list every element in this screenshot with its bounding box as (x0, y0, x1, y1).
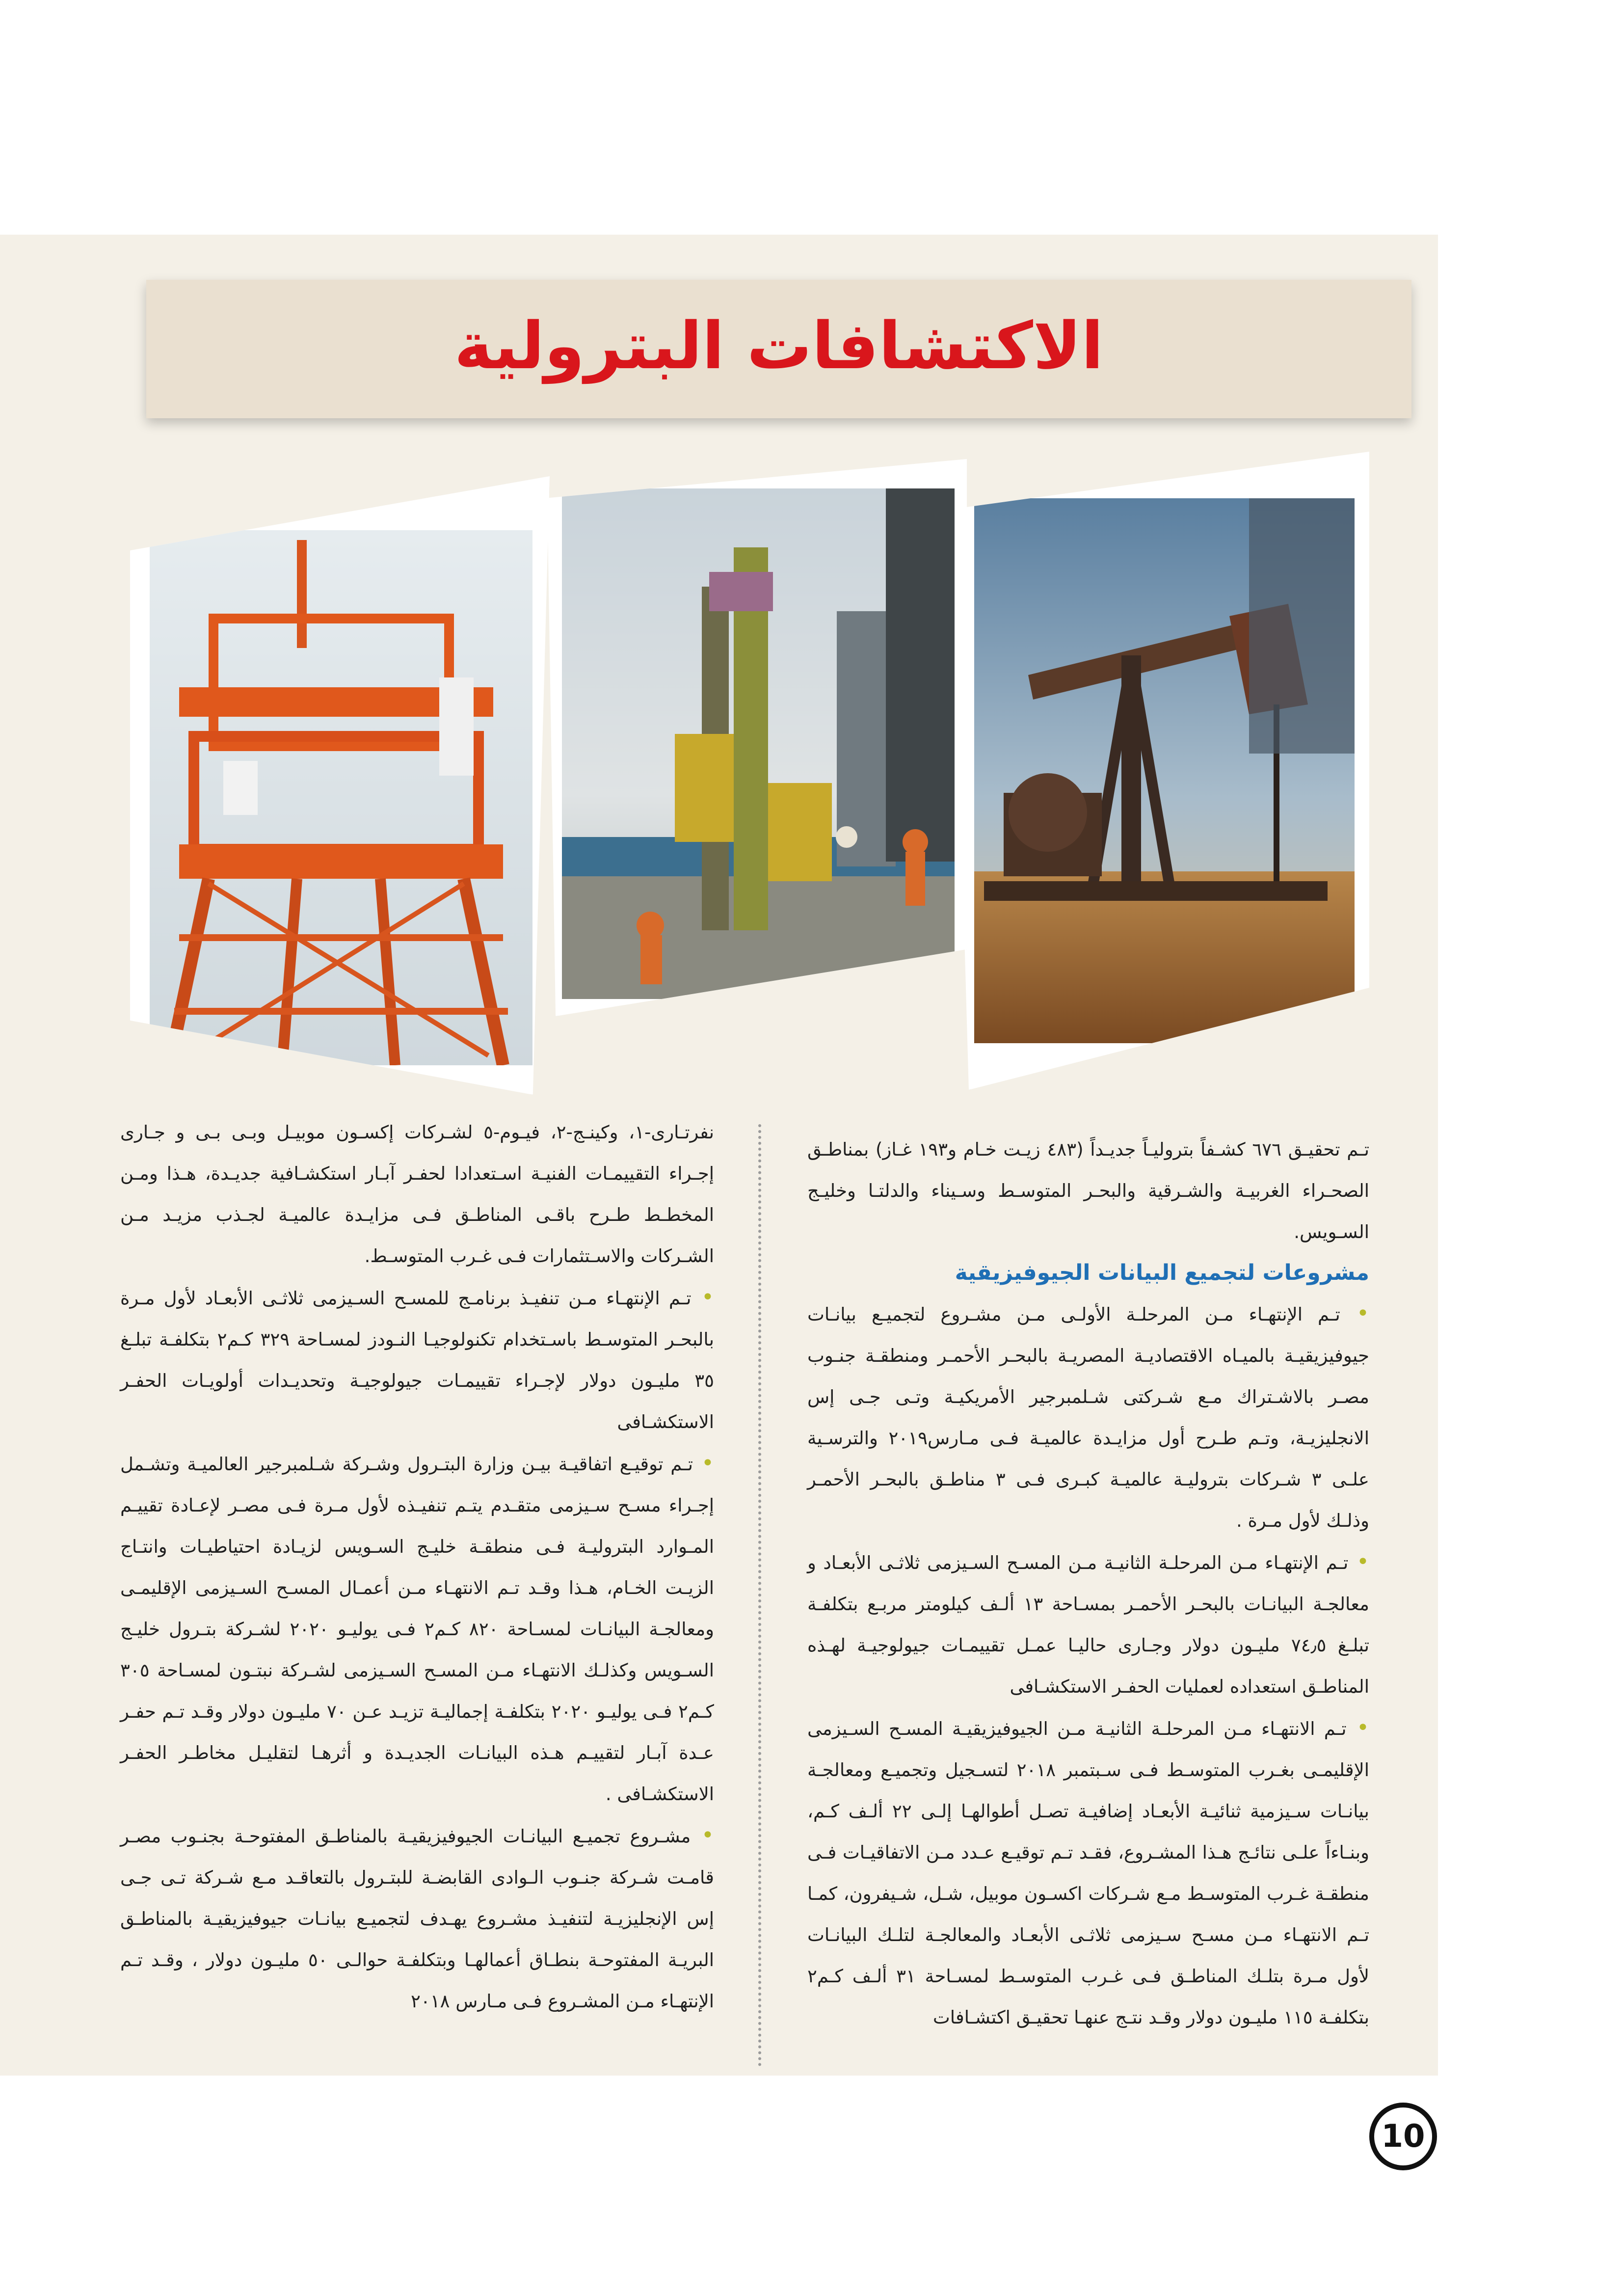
drilling-rig-image (562, 488, 955, 999)
bullet-paragraph: • تـم الإنتهـاء مـن المرحلـة الثانيـة مـن المسـح السـيزمى ثلاثـى الأبعـاد و معالجـة البيانـات بالبحـر الأحمـر بمسـاحة ١٣ ألـف كيلومتر مربـع بتكلفـة تبلـغ ٧٤٫٥ مليـون دولار وجـارى حاليـا عمـل تقييمـات جيولوجيـة لهـذه المناطـق استعداده لعمليات الحفـر الاستكشـافى (807, 1549, 1369, 1697)
bullet-paragraph: • تـم الانتهـاء مـن المرحلـة الثانيـة مـن الجيوفيزيقيـة المسـح السـيزمى الإقليمـى بغـرب المتوسـط فـى سـبتمبر ٢٠١٨ لتسـجيل وتجميـع ومعالجـة بيانـات سـيزمية ثنائيـة الأبعـاد إضافيـة تصـل أطوالهـا إلـى ٢٢ ألـف كـم، وبنـاءاً علـى نتائـج هـذا المشـروع، فقـد تـم توقيـع عـدد مـن الاتفاقيـات فـى منطقـة غـرب المتوسـط مـع شـركات اكسـون موبيل، شـل، شـيفرون، كمـا تـم الانتهـاء مـن مسـح سـيزمى ثلاثـى الأبعـاد والمعالجـة لتلـك البيانـات لأول مـرة بتلـك المناطـق فـى غـرب المتوسـط لمسـاحة ٣١ ألـف كـم٢ بتكلفـة ١١٥ مليـون دولار وقـد نتـج عنهـا تحقيـق اكتشـافات (807, 1715, 1369, 2028)
column-divider (758, 1124, 761, 2067)
intro-paragraph: تـم تحقيـق ٦٧٦ كشـفاً بتروليـاً جديـداً (٤٨٣ زيـت خـام و١٩٣ غـاز) بمناطـق الصحـراء الغربيـة والشـرقية والبحـر المتوسـط وسـيناء والدلتـا وخليـج السـويس. (807, 1139, 1369, 1243)
bullet-icon: • (691, 1285, 714, 1310)
oil-pumpjack-image (974, 498, 1355, 1043)
offshore-platform-photo (130, 476, 550, 1095)
bullet-paragraph: • تـم الإنتهـاء مـن تنفيـذ برنامـج للمسـح السـيزمى ثلاثـى الأبعـاد لأول مـرة بالبحـر المتوسـط باسـتخدام تكنولوجيـا النـودز لمسـاحة ٣٢٩ كـم٢ بتكلفـة تبلـغ ٣٥ مليـون دولار لإجـراء تقييمـات جيولوجيـة وتحديـدات أولويـات الحفـر الاستكشـافى (120, 1285, 714, 1432)
page-number-badge (1369, 2103, 1437, 2170)
oil-pumpjack-photo (952, 452, 1369, 1090)
bullet-paragraph: • تـم الإنتهـاء مـن المرحلـة الأولـى مـن مشـروع لتجميـع بيانـات جيوفيزيقيـة بالميـاه الاقتصاديـة المصريـة بالبحـر الأحمـر ومنطقـة جنـوب مصـر بالاشـتراك مـع شـركتى شـلمبرجير الأمريكيـة وتـى جـى إس الانجليزيـة، وتـم طـرح أول مزايـدة عالميـة فـى مـارس٢٠١٩ والترسـية علـى ٣ شـركات بتروليـة عالميـة كبـرى فـى ٣ مناطـق بالبحـر الأحمـر وذلـك لأول مـرة . (807, 1301, 1370, 1531)
bullet-icon: • (691, 1823, 714, 1848)
bullet-icon: • (693, 1451, 714, 1476)
page-number: 10 (1381, 2118, 1425, 2155)
drilling-rig-workers-photo (547, 459, 967, 1016)
continuation-paragraph: نفرتـارى-١، وكينـج-٢، فيـوم-٥ لشـركات إكسـون موبيـل وبـى بـى و جـارى إجـراء التقييمـات الفنيـة اسـتعدادا لحفـر آبـار استكشـافية جديـدة، هـذا ومـن المخطـط طـرح باقـى المناطـق فـى مزايـدة عالميـة لجـذب مزيـد مـن الشـركات والاسـتثمارات فـى غـرب المتوسـط. (120, 1122, 714, 1267)
bullet-paragraph: • مشـروع تجميـع البيانـات الجيوفيزيقيـة بالمناطـق المفتوحـة بجنـوب مصـر قامـت شـركة جنـوب الـوادى القابضـة للبتـرول بالتعاقـد مـع شـركة تـى جـى إس الإنجليزيـة لتنفيـذ مشـروع يهـدف لتجميـع بيانـات جيوفيزيقيـة بالمناطـق البريـة المفتوحـة بنطـاق أعمالهـا وبتكلفـة حوالـى ٥٠ مليـون دولار ، وقـد تـم الإنتهـاء مـن المشـروع فـى مـارس ٢٠١٨ (120, 1823, 714, 2012)
right-text-column (807, 1129, 1369, 2038)
bullet-paragraph: • تـم توقيـع اتفاقيـة بيـن وزارة البتـرول وشـركة شـلمبرجير العالميـة وتشـمل إجـراء مسـح سـيزمى متقـدم يتـم تنفيـذه لأول مـرة فـى مصـر لإعـادة تقييـم المـوارد البتروليـة فـى منطقـة خليـج السـويس لزيـادة احتياطيـات وانتـاج الزيـت الخـام، هـذا وقـد تـم الانتهـاء مـن أعمـال المسـح السـيزمى الإقليمـى ومعالجـة البيانـات لمسـاحة ٨٢٠ كـم٢ فـى يوليـو ٢٠٢٠ لشـركة بتـرول خليـج السـويس وكذلـك الانتهـاء مـن المسـح السـيزمى لشـركة نبتـون لمسـاحة ٣٠٥ كـم٢ فـى يوليـو ٢٠٢٠ بتكلفـة إجماليـة تزيـد عـن ٧٠ مليـون دولار وقـد تـم حفـر عـدة آبـار لتقييـم هـذه البيانـات الجديـدة و أثرهـا لتقليـل مخاطـر الحفـر الاستكشـافى . (120, 1451, 715, 1805)
title-banner (146, 280, 1411, 418)
offshore-platform-image (150, 530, 532, 1065)
section-subheading: مشروعات لتجميع البيانات الجيوفيزيقية (955, 1260, 1369, 1285)
left-text-column (120, 1112, 714, 2022)
bullet-icon: • (1348, 1549, 1369, 1574)
bullet-icon: • (1346, 1715, 1369, 1740)
page-title: الاكتشافات البترولية (454, 308, 1104, 384)
bullet-icon: • (1340, 1301, 1369, 1326)
